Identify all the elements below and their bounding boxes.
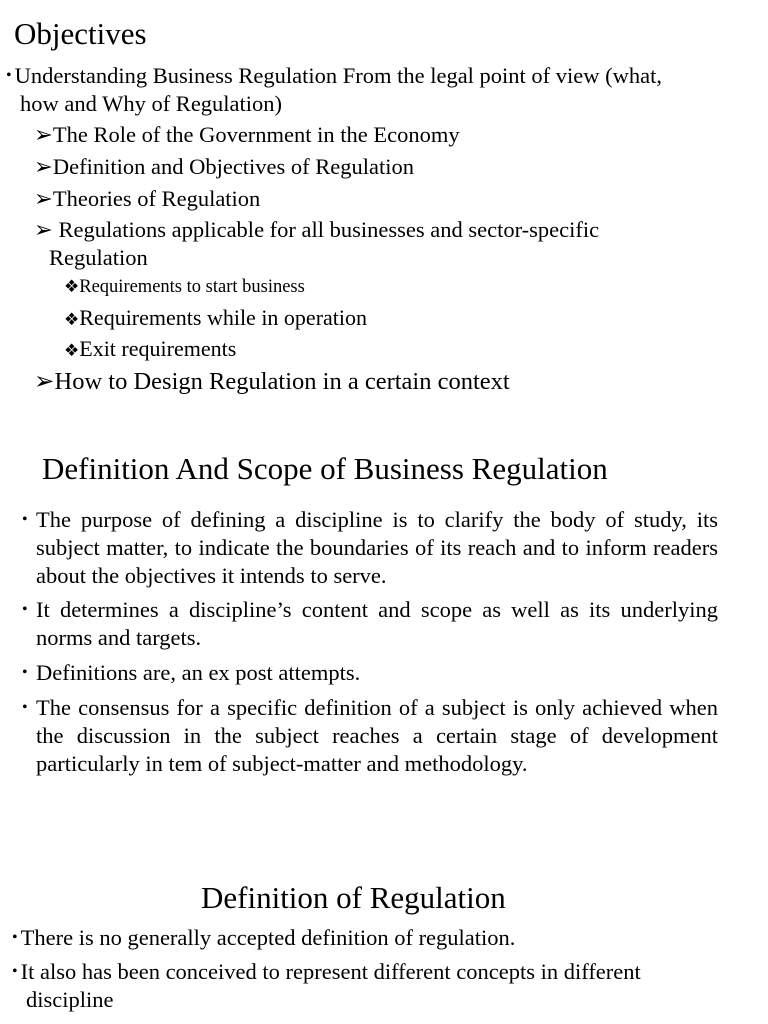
bullet-icon: • — [12, 929, 18, 946]
bullet-item — [12, 958, 641, 986]
bullet-text: There is no generally accepted definition of regulation. — [20, 925, 516, 950]
sub-item — [34, 153, 414, 181]
paragraph-bullet: The purpose of defining a discipline is to clarify the body of study, its subject matter, to indicate the boundaries of its reach and to inform readers about the objectives it intends to serve. — [36, 507, 718, 588]
bullet-text: It also has been conceived to represent different concepts in different — [20, 959, 641, 984]
bullet-icon: • — [22, 664, 28, 681]
sub-item-text: Definition and Objectives of Regulation — [52, 154, 415, 179]
diamond-bullet-icon: ❖ — [64, 277, 80, 296]
subsub-item-text: Exit requirements — [79, 336, 237, 361]
sub-item-text: Theories of Regulation — [52, 186, 261, 211]
arrow-bullet-icon: ➢ — [34, 368, 55, 395]
slide-objectives — [0, 0, 768, 420]
bullet-continuation: discipline — [26, 987, 114, 1012]
sub-item-text: How to Design Regulation in a certain context — [54, 368, 510, 395]
bullet-icon: • — [22, 511, 28, 528]
subsub-item — [64, 304, 367, 334]
paragraph-bullet: Definitions are, an ex post attempts. — [36, 660, 361, 685]
sub-item-text: Regulations applicable for all businesses and sector-specific — [52, 217, 600, 242]
sub-item — [34, 121, 460, 149]
subsub-item — [64, 275, 305, 299]
bullet-item — [12, 924, 515, 952]
bullet-item — [6, 62, 662, 90]
arrow-bullet-icon: ➢ — [34, 186, 53, 211]
bullet-text: Understanding Business Regulation From the legal point of view (what, — [14, 63, 663, 88]
bullet-icon: • — [22, 699, 28, 716]
bullet-icon: • — [12, 963, 18, 980]
arrow-bullet-icon: ➢ — [34, 122, 53, 147]
bullet-continuation: how and Why of Regulation) — [20, 91, 283, 116]
sub-item — [34, 216, 599, 244]
bullet-icon: • — [22, 601, 28, 618]
arrow-bullet-icon: ➢ — [34, 154, 53, 179]
sub-item-text: The Role of the Government in the Economy — [52, 122, 460, 147]
slide-title: Definition And Scope of Business Regulation — [42, 451, 608, 486]
sub-item — [34, 367, 510, 397]
diamond-bullet-icon: ❖ — [64, 341, 80, 360]
paragraph-bullet: It determines a discipline’s content and scope as well as its underlying norms and targets. — [36, 597, 718, 650]
bullet-icon: • — [6, 67, 12, 84]
slide-title: Objectives — [14, 16, 147, 51]
arrow-bullet-icon: ➢ — [34, 217, 53, 242]
sub-item-continuation: Regulation — [49, 245, 148, 270]
slide-title: Definition of Regulation — [201, 880, 506, 915]
subsub-item-text: Requirements while in operation — [79, 305, 368, 330]
subsub-item — [64, 335, 236, 365]
sub-item — [34, 185, 260, 213]
subsub-item-text: Requirements to start business — [79, 277, 305, 297]
diamond-bullet-icon: ❖ — [64, 310, 80, 329]
paragraph-bullet: The consensus for a specific definition of a subject is only achieved when the discussion in the subject reaches a certain stage of development particularly in tem of subject-matter and methodology. — [36, 695, 718, 776]
